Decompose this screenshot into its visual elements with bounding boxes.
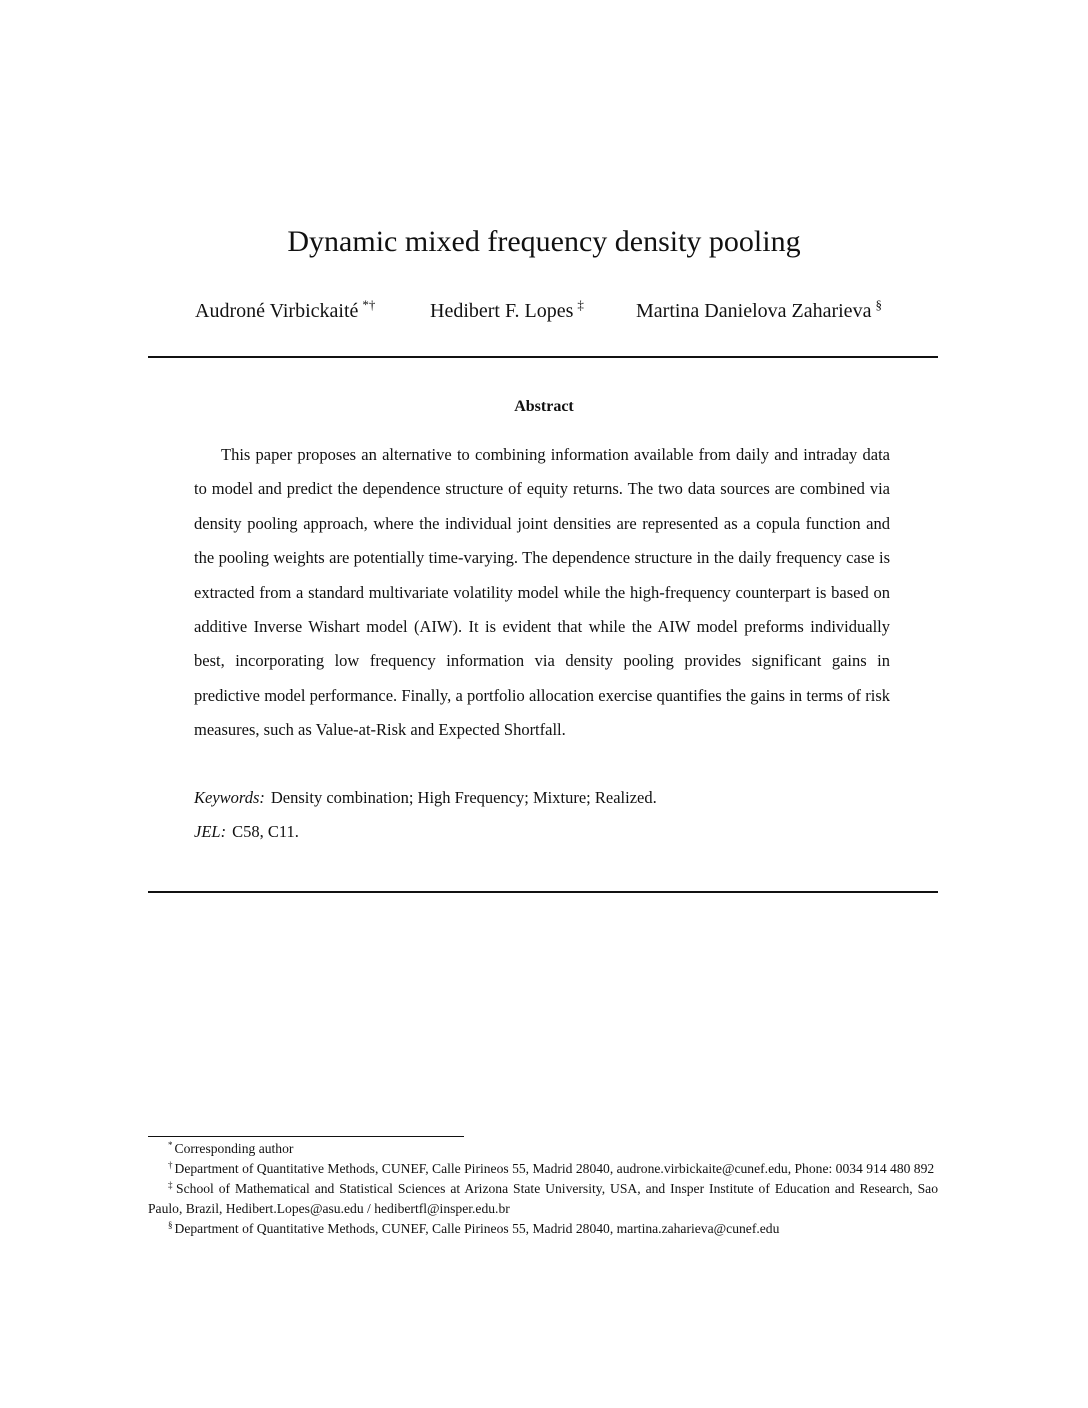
author-3 [636,296,882,326]
footnote-text: Department of Quantitative Methods, CUNEF, Calle Pirineos 55, Madrid 28040, martina.zaharieva@cunef.edu [174,1221,780,1236]
paper-title: Dynamic mixed frequency density pooling [287,225,801,258]
keywords-label: Keywords: [194,788,265,807]
author-name: Martina Danielova Zaharieva [636,300,872,322]
footnote-mark: * [168,1140,173,1150]
top-divider [148,356,938,358]
bottom-divider [148,891,938,893]
author-2 [430,296,584,326]
author-footnote-mark: ‡ [577,297,584,312]
footnote-text: Corresponding author [174,1141,294,1156]
footnote-divider [148,1136,464,1137]
jel-value: C58, C11. [232,822,299,841]
author-footnote-mark: *† [362,297,376,312]
footnote-text: Department of Quantitative Methods, CUNEF, Calle Pirineos 55, Madrid 28040, audrone.virbickaite@cunef.edu, Phone: 0034 914 480 892 [174,1161,935,1176]
author-footnote-mark: § [875,297,882,312]
jel-line [194,819,894,845]
footnote-mark: ‡ [168,1180,175,1190]
keywords-line [194,785,894,811]
footnote [148,1219,938,1239]
author-1 [195,296,375,326]
abstract-heading: Abstract [514,398,574,415]
footnote [148,1179,938,1219]
footnote [148,1139,938,1159]
jel-label: JEL: [194,822,227,841]
footnote-mark: † [168,1160,173,1170]
author-list [150,296,940,330]
abstract-text: This paper proposes an alternative to combining information available from daily and intraday data to model and predict the dependence structure of equity returns. The two data sources are combined via density pooling approach, where the individual joint densities are represented as a copula function and the pooling weights are potentially time-varying. The dependence structure in the daily frequency case is extracted from a standard multivariate volatility model while the high-frequency counterpart is based on additive Inverse Wishart model (AIW). It is evident that while the AIW model preforms individually best, incorporating low frequency information via density pooling provides significant gains in predictive model performance. Finally, a portfolio allocation exercise quantifies the gains in terms of risk measures, such as Value-at-Risk and Expected Shortfall. [194,445,890,740]
footnote [148,1159,938,1179]
footnote-mark: § [168,1220,173,1230]
author-name: Audroné Virbickaité [195,300,359,322]
keywords-value: Density combination; High Frequency; Mixture; Realized. [270,788,657,807]
author-name: Hedibert F. Lopes [430,300,574,322]
footnotes [148,1139,938,1239]
footnote-text: School of Mathematical and Statistical Sciences at Arizona State University, USA, and Insper Institute of Education and Research, Sao Paulo, Brazil, Hedibert.Lopes@asu.edu / hedibertfl@insper.edu.br [148,1181,938,1216]
